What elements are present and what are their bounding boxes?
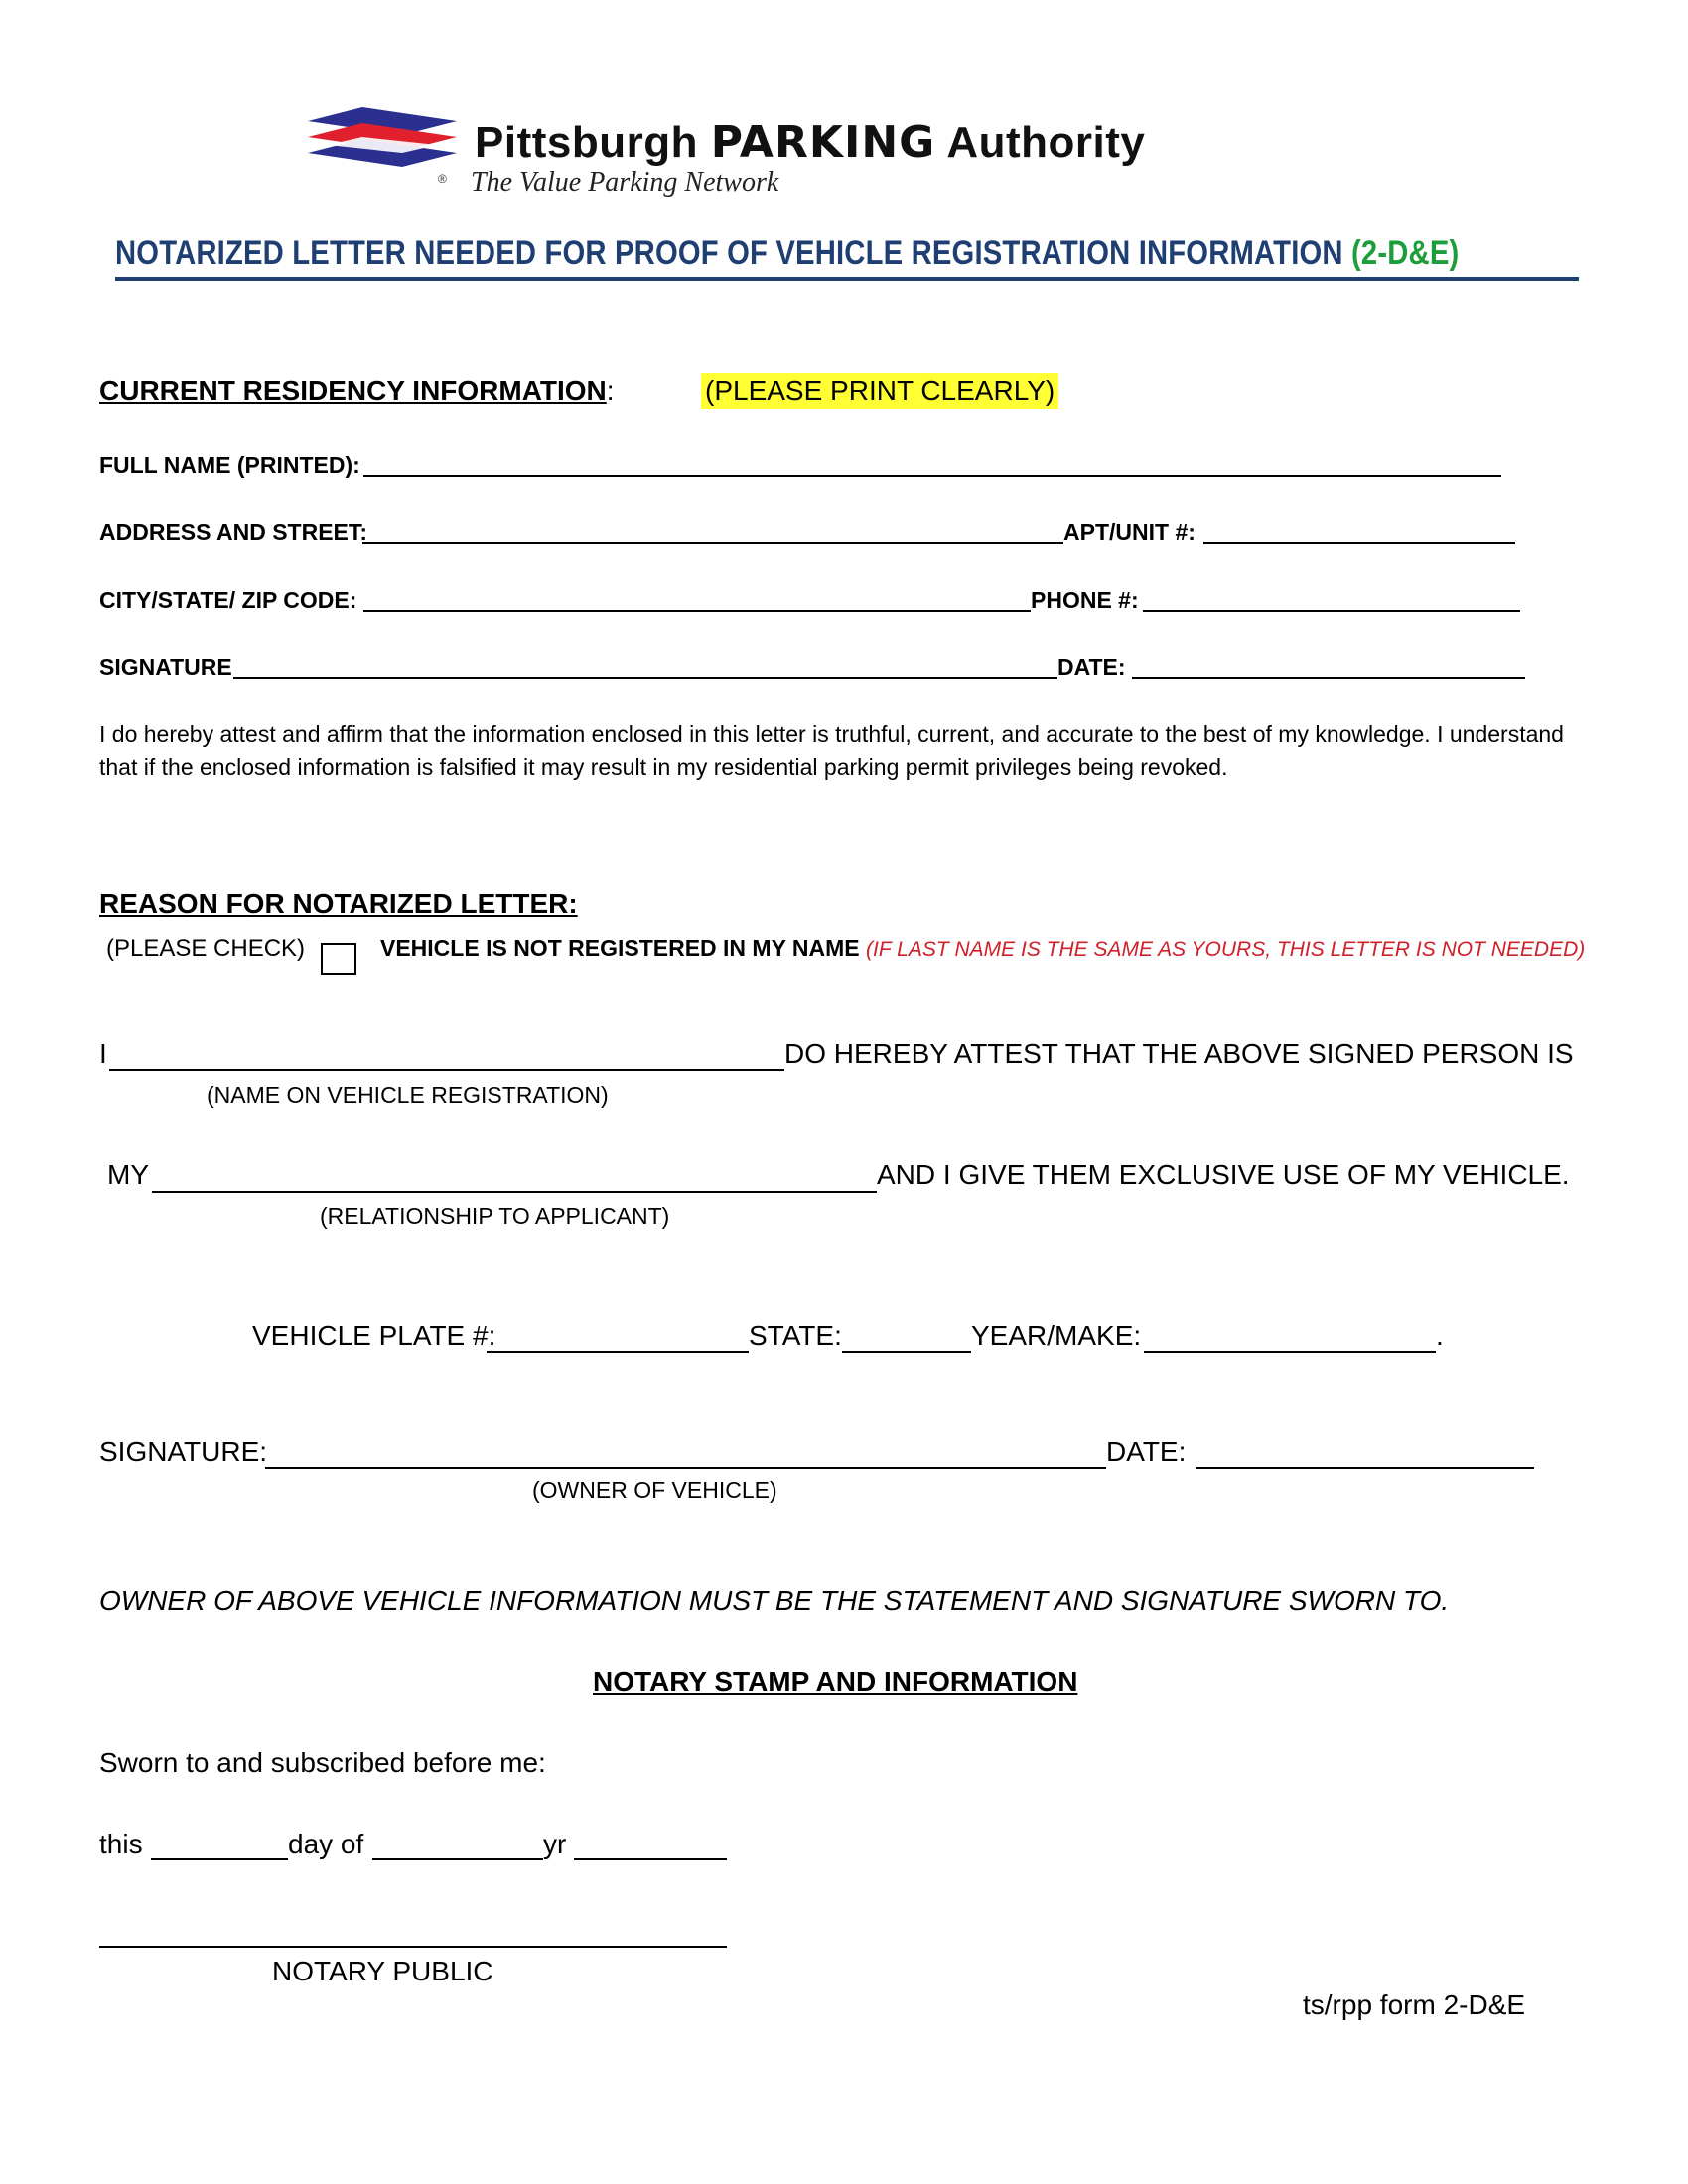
apt-unit-field[interactable] <box>1203 542 1515 544</box>
registered-mark: ® <box>438 172 447 186</box>
owner-signature-label: SIGNATURE: <box>99 1436 268 1467</box>
phone-label: PHONE #: <box>1031 587 1139 613</box>
registration-name-field[interactable] <box>109 1069 784 1071</box>
attest-text: DO HEREBY ATTEST THAT THE ABOVE SIGNED PERSON IS <box>784 1038 1574 1069</box>
city-state-zip-label: CITY/STATE/ ZIP CODE: <box>99 587 357 613</box>
state-label: STATE: <box>749 1320 842 1351</box>
brand-suffix: Authority <box>946 118 1146 167</box>
yr-label: yr <box>543 1829 567 1859</box>
vehicle-plate-field[interactable] <box>487 1351 749 1353</box>
document-title-code: (2-D&E) <box>1350 234 1460 272</box>
not-registered-option <box>380 935 1585 962</box>
state-field[interactable] <box>842 1351 971 1353</box>
owner-i-prefix: I <box>99 1038 107 1069</box>
day-of-label: day of <box>288 1829 364 1859</box>
address-field[interactable] <box>362 542 1063 544</box>
parking-authority-logo-icon <box>308 107 457 175</box>
brand-name <box>475 117 1145 168</box>
document-title <box>115 234 1459 273</box>
city-state-zip-field[interactable] <box>363 610 1031 612</box>
vehicle-plate-label: VEHICLE PLATE #: <box>252 1320 496 1351</box>
reason-heading: REASON FOR NOTARIZED LETTER: <box>99 888 578 919</box>
brand-tagline: The Value Parking Network <box>471 167 779 198</box>
year-make-label: YEAR/MAKE: <box>971 1320 1142 1351</box>
owner-my-prefix: MY <box>107 1160 149 1190</box>
registration-name-caption: (NAME ON VEHICLE REGISTRATION) <box>207 1082 609 1108</box>
year-field[interactable] <box>574 1858 727 1860</box>
relationship-caption: (RELATIONSHIP TO APPLICANT) <box>320 1203 670 1229</box>
please-check-label: (PLEASE CHECK) <box>106 935 306 962</box>
form-id: ts/rpp form 2-D&E <box>1303 1989 1526 2020</box>
exclusive-use-text: AND I GIVE THEM EXCLUSIVE USE OF MY VEHICLE. <box>877 1160 1570 1190</box>
notary-public-label: NOTARY PUBLIC <box>272 1956 493 1986</box>
day-field[interactable] <box>151 1858 288 1860</box>
attestation-paragraph: I do hereby attest and affirm that the information enclosed in this letter is truthful, current, and accurate to the best of my knowledge. I understand that if the enclosed information is falsified it may result in my residential parking permit privileges being revoked. <box>99 721 1564 780</box>
month-field[interactable] <box>372 1858 543 1860</box>
apt-unit-label: APT/UNIT #: <box>1063 519 1196 545</box>
not-registered-label: VEHICLE IS NOT REGISTERED IN MY NAME <box>380 935 860 961</box>
owner-caption: (OWNER OF VEHICLE) <box>532 1477 777 1503</box>
title-underline <box>115 277 1579 281</box>
brand-prefix: Pittsburgh <box>475 118 698 167</box>
sworn-text: Sworn to and subscribed before me: <box>99 1747 546 1778</box>
owner-note: OWNER OF ABOVE VEHICLE INFORMATION MUST BE THE STATEMENT AND SIGNATURE SWORN TO. <box>99 1585 1450 1616</box>
not-registered-checkbox[interactable] <box>321 943 356 975</box>
notary-heading: NOTARY STAMP AND INFORMATION <box>593 1666 1078 1697</box>
notary-signature-field[interactable] <box>99 1946 727 1948</box>
date-field[interactable] <box>1132 677 1525 679</box>
this-label: this <box>99 1829 143 1859</box>
vehicle-line-period: . <box>1436 1320 1444 1351</box>
owner-date-field[interactable] <box>1196 1467 1534 1469</box>
owner-date-label: DATE: <box>1106 1436 1187 1467</box>
full-name-field[interactable] <box>363 475 1501 477</box>
brand-bold: PARKING <box>710 117 936 168</box>
not-registered-note: (IF LAST NAME IS THE SAME AS YOURS, THIS LETTER IS NOT NEEDED) <box>866 938 1586 961</box>
residency-heading-text: CURRENT RESIDENCY INFORMATION <box>99 375 607 406</box>
year-make-field[interactable] <box>1144 1351 1436 1353</box>
print-clearly-note: (PLEASE PRINT CLEARLY) <box>701 373 1058 409</box>
owner-signature-field[interactable] <box>265 1467 1106 1469</box>
relationship-field[interactable] <box>152 1191 877 1193</box>
signature-field[interactable] <box>233 677 1057 679</box>
residency-heading <box>99 375 615 407</box>
signature-label: SIGNATURE <box>99 654 232 680</box>
phone-field[interactable] <box>1143 610 1520 612</box>
document-title-text: NOTARIZED LETTER NEEDED FOR PROOF OF VEHICLE REGISTRATION INFORMATION <box>115 234 1343 272</box>
address-label: ADDRESS AND STREET: <box>99 519 368 545</box>
date-label: DATE: <box>1057 654 1126 680</box>
residency-heading-colon: : <box>606 375 615 406</box>
full-name-label: FULL NAME (PRINTED): <box>99 452 360 478</box>
